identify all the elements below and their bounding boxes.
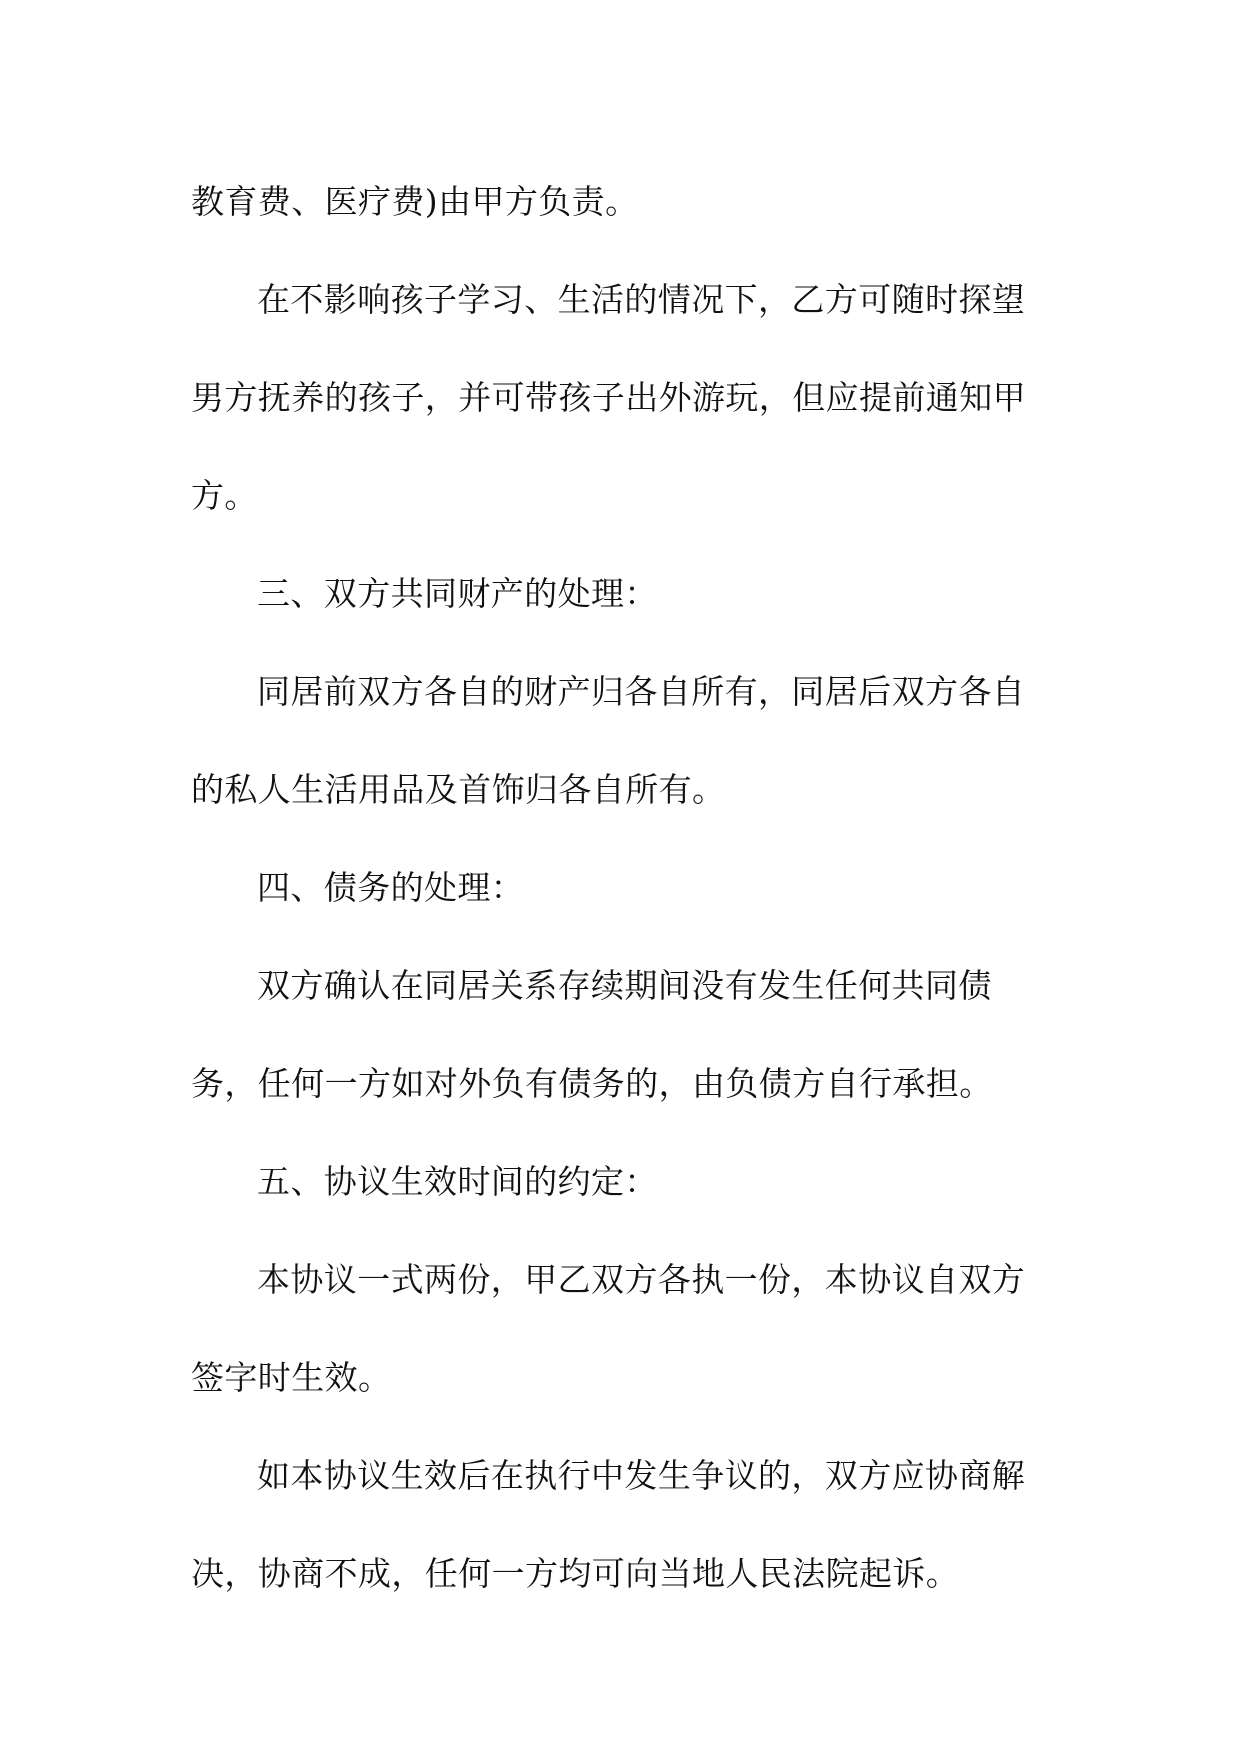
paragraph-continued — [191, 153, 1051, 251]
document-body — [191, 153, 1051, 1623]
paragraph-copies — [191, 1231, 1051, 1427]
section-heading-effective — [191, 1133, 1051, 1231]
text-line: 双方确认在同居关系存续期间没有发生任何共同债 — [257, 966, 992, 1005]
text-line: 在不影响孩子学习、生活的情况下，乙方可随时探望 — [257, 280, 1026, 319]
paragraph-visitation — [191, 251, 1051, 545]
text-line: 决，协商不成，任何一方均可向当地人民法院起诉。 — [191, 1554, 960, 1593]
text-line: 同居前双方各自的财产归各自所有，同居后双方各自 — [257, 672, 1026, 711]
text-line: 的私人生活用品及首饰归各自所有。 — [191, 770, 726, 809]
paragraph-property — [191, 643, 1051, 839]
paragraph-debt — [191, 937, 1051, 1133]
text-line: 务，任何一方如对外负有债务的，由负债方自行承担。 — [191, 1064, 993, 1103]
text-line: 方。 — [191, 476, 258, 515]
section-heading-property — [191, 545, 1051, 643]
section-heading-debt — [191, 839, 1051, 937]
paragraph-dispute — [191, 1427, 1051, 1623]
section-heading: 四、债务的处理： — [257, 868, 525, 907]
text-line: 男方抚养的孩子，并可带孩子出外游玩，但应提前通知甲 — [191, 378, 1026, 417]
text-line: 本协议一式两份，甲乙双方各执一份，本协议自双方 — [257, 1260, 1026, 1299]
text-line: 签字时生效。 — [191, 1358, 392, 1397]
section-heading: 五、协议生效时间的约定： — [257, 1162, 658, 1201]
section-heading: 三、双方共同财产的处理： — [257, 574, 658, 613]
text-line: 教育费、医疗费)由甲方负责。 — [191, 182, 639, 221]
text-line: 如本协议生效后在执行中发生争议的，双方应协商解 — [257, 1456, 1026, 1495]
